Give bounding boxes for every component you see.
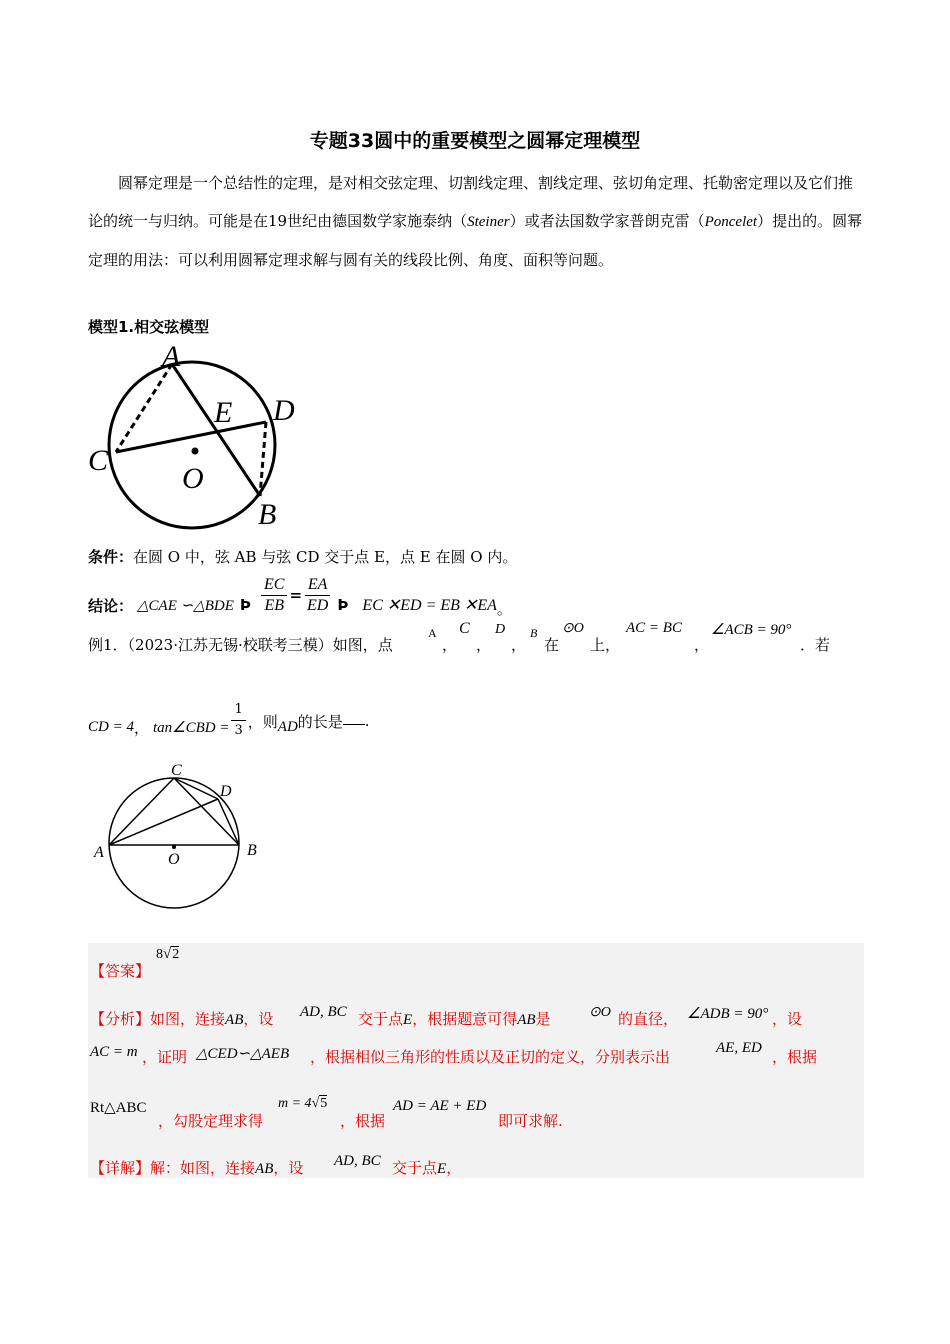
ex-label-o: O <box>168 851 180 868</box>
ex-point-b: B <box>530 626 538 640</box>
chord-cd <box>116 422 266 452</box>
ex-point-a: A <box>428 626 437 640</box>
detail-t4: ， <box>446 1159 462 1177</box>
example1-line2 <box>88 696 370 744</box>
fraction-ed: ED <box>307 596 329 614</box>
analysis-adbc: AD, BC <box>300 1004 347 1020</box>
ex-angle-acb: ∠ACB = 90° <box>711 622 792 638</box>
ex-label-d: D <box>220 783 232 800</box>
ex-then: ，则 <box>247 712 278 731</box>
intro-text-2: ）或者法国数学家普朗克雷（ <box>509 212 705 230</box>
ex-circle-o: ⊙O <box>562 621 584 636</box>
implies-arrow-1: Þ <box>239 596 251 614</box>
analysis-similar: △CED∽△AEB <box>196 1046 290 1062</box>
ex-label-a: A <box>94 844 104 861</box>
analysis-t11: ，勾股定理求得 <box>158 1112 264 1130</box>
fraction-ea: EA <box>305 575 331 596</box>
answer-blank <box>343 724 365 725</box>
analysis-line1 <box>90 1008 273 1029</box>
circle-o <box>109 362 275 528</box>
ex-tan-den: 3 <box>234 722 243 738</box>
detail-line-b <box>392 1157 461 1178</box>
ex-tan-fraction <box>231 700 245 741</box>
analysis-ac-m: AC = m <box>90 1044 138 1060</box>
implies-arrow-2: Þ <box>337 596 349 614</box>
example1-figure <box>88 758 268 923</box>
analysis-t8: ，证明 <box>142 1048 188 1066</box>
ex-segment-ac <box>109 778 174 845</box>
detail-e: E <box>437 1161 447 1177</box>
intro-poncelet: Poncelet <box>704 214 758 230</box>
conclusion-line <box>88 570 512 620</box>
label-d: D <box>273 394 295 427</box>
model1-title: 模型1.相交弦模型 <box>88 318 210 336</box>
label-c: C <box>88 444 109 477</box>
conclusion-similar: △CAE ∽△BDE <box>137 597 234 614</box>
answer-value: 8√2 <box>156 946 180 962</box>
equals-sign: = <box>289 586 303 604</box>
ex-label-c: C <box>171 762 182 779</box>
answer-radicand: 2 <box>172 947 180 962</box>
label-b: B <box>258 498 277 531</box>
analysis-t1: 如图，连接 <box>150 1010 226 1028</box>
analysis-m-value: m = 4√5 <box>278 1096 328 1111</box>
detail-adbc: AD, BC <box>334 1153 381 1169</box>
detail-line <box>90 1157 303 1178</box>
analysis-angle-adb: ∠ADB = 90° <box>687 1006 769 1022</box>
answer-coef: 8 <box>156 947 163 962</box>
intro-text-1: 圆幂定理是一个总结性的定理，是对相交弦定理、切割线定理、割线定理、弦切角定理、托勒密定理以及它们推论的统一与归纳。可能是在19世纪由德国数学家施泰纳（ <box>88 174 854 230</box>
analysis-t4: ，根据题意可得 <box>412 1010 518 1028</box>
analysis-t13: 即可求解. <box>498 1112 563 1130</box>
analysis-e: E <box>403 1012 413 1028</box>
ex-shang: 上， <box>590 636 621 654</box>
analysis-sum: AD = AE + ED <box>393 1098 487 1114</box>
ex-comma-3: ， <box>511 636 527 654</box>
analysis-t5: 是 <box>535 1010 551 1028</box>
analysis-t2: ，设 <box>243 1010 274 1028</box>
ex-on-text: 在 <box>544 636 560 654</box>
ex-point-c: C <box>459 620 470 637</box>
ex-tan-num: 1 <box>231 700 245 721</box>
label-e: E <box>214 396 233 429</box>
ex-center-dot <box>172 845 176 849</box>
ex-ad: AD <box>277 718 298 735</box>
detail-ab: AB <box>255 1161 274 1177</box>
conclusion-product: EC ✕ED = EB ✕EA <box>362 597 497 614</box>
center-dot <box>192 448 199 455</box>
ex-segment-ad <box>109 799 218 845</box>
label-o: O <box>182 462 204 495</box>
fraction-eb: EB <box>264 596 284 614</box>
analysis-t6: 的直径， <box>618 1010 679 1028</box>
analysis-t12: ，根据 <box>340 1112 386 1130</box>
fraction-ea-ed <box>304 575 331 616</box>
ex-comma-5: ， <box>133 718 149 737</box>
analysis-t3: 交于点 <box>358 1010 404 1028</box>
answer-label: 【答案】 <box>90 962 151 980</box>
analysis-m-radicand: 5 <box>320 1096 328 1111</box>
ex-ac-bc: AC = BC <box>626 620 682 636</box>
condition-text: 在圆 O 中，弦 AB 与弦 CD 交于点 E，点 E 在圆 O 内。 <box>133 548 518 566</box>
ex-comma-4: ， <box>694 636 710 654</box>
detail-t2: ，设 <box>273 1159 304 1177</box>
analysis-line1b <box>358 1008 551 1029</box>
analysis-ab-2: AB <box>517 1012 536 1028</box>
conclusion-label: 结论： <box>88 596 134 615</box>
intro-paragraph <box>88 164 864 279</box>
ex-point-d: D <box>495 622 506 637</box>
fraction-ec-eb <box>261 575 287 616</box>
analysis-ae-ed: AE, ED <box>716 1040 762 1056</box>
analysis-rt: Rt△ABC <box>90 1100 147 1116</box>
page-title: 专题33圆中的重要模型之圆幂定理模型 <box>309 130 641 152</box>
intersecting-chords-figure <box>85 338 310 533</box>
analysis-t9: ，根据相似三角形的性质以及正切的定义，分别表示出 <box>310 1048 671 1066</box>
label-a: A <box>162 340 181 373</box>
ex-label-b: B <box>247 842 257 859</box>
detail-label: 【详解】 <box>90 1159 151 1177</box>
example1-prefix: 例1．（2023·江苏无锡·校联考三模）如图，点 <box>88 636 393 654</box>
condition-label: 条件： <box>88 548 134 566</box>
intro-steiner: Steiner <box>467 214 510 230</box>
analysis-t7: ，设 <box>772 1010 803 1028</box>
conclusion-period: 。 <box>496 599 512 618</box>
ex-cd: CD = 4 <box>88 718 134 735</box>
analysis-ab: AB <box>225 1012 244 1028</box>
intro-text-3: ）提出的。圆幂定理的用法：可以利用圆幂定理求解与圆有关的线段比例、角度、面积等问题。 <box>88 212 863 269</box>
ex-end: . <box>364 712 370 730</box>
analysis-t10: ，根据 <box>772 1048 818 1066</box>
analysis-m-coef: m = 4 <box>278 1096 312 1111</box>
ex-ruo: ．若 <box>800 636 831 654</box>
ex-comma-2: ， <box>476 636 492 654</box>
analysis-circle-o: ⊙O <box>589 1005 611 1020</box>
condition-line <box>88 546 517 567</box>
ex-length-text: 的长是 <box>297 712 343 731</box>
fraction-ec: EC <box>261 575 287 596</box>
detail-t3: 交于点 <box>392 1159 438 1177</box>
ex-tan: tan∠CBD = <box>152 719 230 736</box>
analysis-label: 【分析】 <box>90 1010 151 1028</box>
ex-comma-1: ， <box>442 636 458 654</box>
detail-t1: 解：如图，连接 <box>150 1159 256 1177</box>
